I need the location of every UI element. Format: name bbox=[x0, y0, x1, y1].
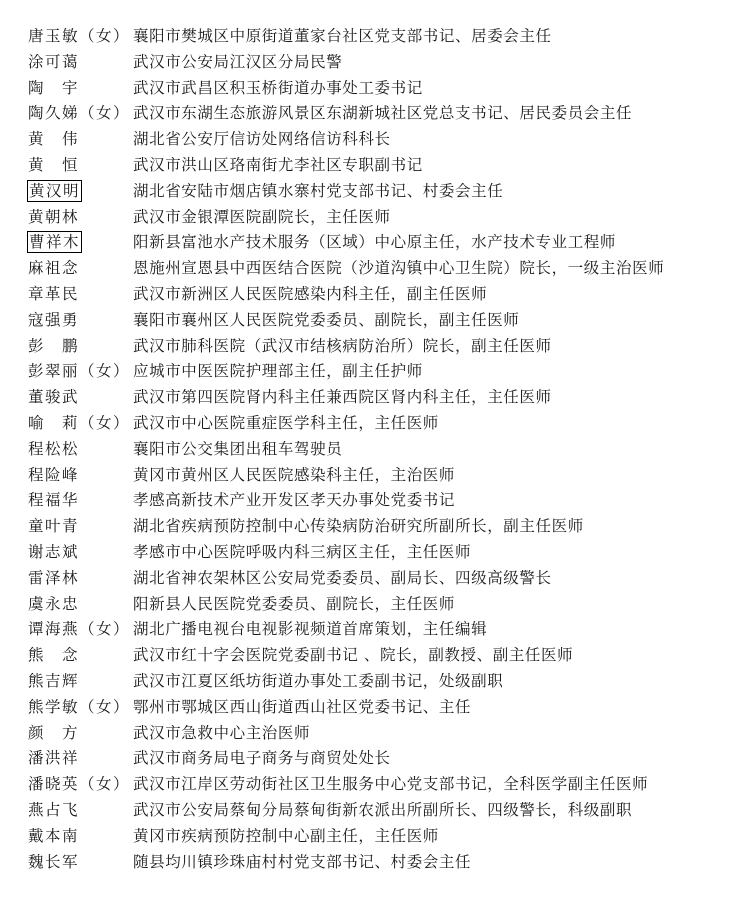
person-name: 燕占飞 bbox=[28, 800, 80, 819]
person-name: 黄 伟 bbox=[28, 130, 80, 149]
person-description: 襄阳市樊城区中原街道董家台社区党支部书记、居委会主任 bbox=[133, 27, 552, 45]
person-name: 熊吉辉 bbox=[28, 671, 80, 690]
person-name: 涂可蔼 bbox=[28, 52, 80, 71]
person-description: 湖北省公安厅信访处网络信访科科长 bbox=[133, 130, 391, 149]
person-description: 孝感高新技术产业开发区孝天办事处党委书记 bbox=[133, 491, 456, 510]
person-description: 武汉市武昌区积玉桥街道办事处工委书记 bbox=[133, 78, 423, 97]
person-description: 湖北省安陆市烟店镇水寨村党支部书记、村委会主任 bbox=[133, 181, 504, 200]
person-name: 童叶青 bbox=[28, 517, 80, 536]
person-description: 随县均川镇珍珠庙村村党支部书记、村委会主任 bbox=[133, 852, 472, 871]
person-name: 彭翠丽（女） bbox=[28, 362, 131, 381]
person-name: 熊 念 bbox=[28, 646, 80, 665]
person-name: 董骏武 bbox=[28, 388, 80, 407]
person-name: 魏长军 bbox=[28, 852, 80, 871]
person-description: 武汉市急救中心主治医师 bbox=[133, 723, 311, 742]
person-name: 黄 恒 bbox=[28, 155, 80, 174]
person-description: 武汉市江岸区劳动街社区卫生服务中心党支部书记，全科医学副主任医师 bbox=[133, 775, 649, 794]
person-name: 潘洪祥 bbox=[28, 749, 80, 768]
person-description: 湖北省疾病预防控制中心传染病防治研究所副所长，副主任医师 bbox=[133, 517, 584, 536]
person-description: 应城市中医医院护理部主任，副主任护师 bbox=[133, 362, 423, 381]
person-description: 孝感市中心医院呼吸内科三病区主任，主任医师 bbox=[133, 542, 472, 561]
person-description: 武汉市公安局蔡甸分局蔡甸街新农派出所副所长、四级警长，科级副职 bbox=[133, 800, 633, 819]
person-description: 阳新县富池水产技术服务（区域）中心原主任，水产技术专业工程师 bbox=[133, 233, 617, 252]
person-name: 虞永忠 bbox=[28, 594, 80, 613]
person-name: 寇强勇 bbox=[28, 310, 80, 329]
person-description: 武汉市第四医院肾内科主任兼西院区肾内科主任，主任医师 bbox=[133, 388, 552, 407]
person-description: 恩施州宣恩县中西医结合医院（沙道沟镇中心卫生院）院长，一级主治医师 bbox=[133, 259, 665, 278]
person-description: 湖北省神农架林区公安局党委委员、副局长、四级高级警长 bbox=[133, 568, 552, 587]
person-name: 唐玉敏（女） bbox=[28, 27, 131, 45]
person-name: 熊学敏（女） bbox=[28, 697, 131, 716]
person-name: 潘晓英（女） bbox=[28, 775, 131, 794]
person-description: 襄阳市公交集团出租车驾驶员 bbox=[133, 439, 343, 458]
person-description: 武汉市东湖生态旅游风景区东湖新城社区党总支书记、居民委员会主任 bbox=[133, 104, 633, 123]
person-name: 雷泽林 bbox=[28, 568, 80, 587]
person-name: 黄朝林 bbox=[28, 207, 80, 226]
person-description: 武汉市中心医院重症医学科主任，主任医师 bbox=[133, 413, 439, 432]
person-description: 黄冈市黄州区人民医院感染科主任，主治医师 bbox=[133, 465, 456, 484]
person-description: 武汉市肺科医院（武汉市结核病防治所）院长，副主任医师 bbox=[133, 336, 552, 355]
person-description: 湖北广播电视台电视影视频道首席策划，主任编辑 bbox=[133, 620, 488, 639]
person-name: 陶久娣（女） bbox=[28, 104, 131, 123]
person-name: 麻祖念 bbox=[28, 259, 80, 278]
person-name: 戴本南 bbox=[28, 826, 80, 845]
person-name: 陶 宇 bbox=[28, 78, 80, 97]
person-description: 襄阳市襄州区人民医院党委委员、副院长，副主任医师 bbox=[133, 310, 520, 329]
person-description: 武汉市金银潭医院副院长，主任医师 bbox=[133, 207, 391, 226]
person-name: 程险峰 bbox=[28, 465, 80, 484]
person-name: 谢志斌 bbox=[28, 542, 80, 561]
person-name: 喻 莉（女） bbox=[28, 413, 131, 432]
person-description: 武汉市红十字会医院党委副书记 、院长，副教授、副主任医师 bbox=[133, 646, 574, 665]
person-description: 武汉市江夏区纸坊街道办事处工委副书记，处级副职 bbox=[133, 671, 504, 690]
person-name-boxed: 黄汉明 bbox=[29, 181, 81, 200]
person-description: 武汉市新洲区人民医院感染内科主任，副主任医师 bbox=[133, 284, 488, 303]
person-name: 彭 鹏 bbox=[28, 336, 80, 355]
person-name: 谭海燕（女） bbox=[28, 620, 131, 639]
person-description: 黄冈市疾病预防控制中心副主任，主任医师 bbox=[133, 826, 439, 845]
person-description: 阳新县人民医院党委委员、副院长，主任医师 bbox=[133, 594, 456, 613]
person-description: 武汉市商务局电子商务与商贸处处长 bbox=[133, 749, 391, 768]
person-name: 程松松 bbox=[28, 439, 80, 458]
person-description: 武汉市公安局江汉区分局民警 bbox=[133, 52, 343, 71]
person-description: 鄂州市鄂城区西山街道西山社区党委书记、主任 bbox=[133, 697, 472, 716]
person-name: 颜 方 bbox=[28, 723, 80, 742]
person-name-boxed: 曹祥木 bbox=[29, 233, 81, 252]
person-name: 程福华 bbox=[28, 491, 80, 510]
person-description: 武汉市洪山区珞南街尤李社区专职副书记 bbox=[133, 155, 423, 174]
person-name: 章革民 bbox=[28, 284, 80, 303]
